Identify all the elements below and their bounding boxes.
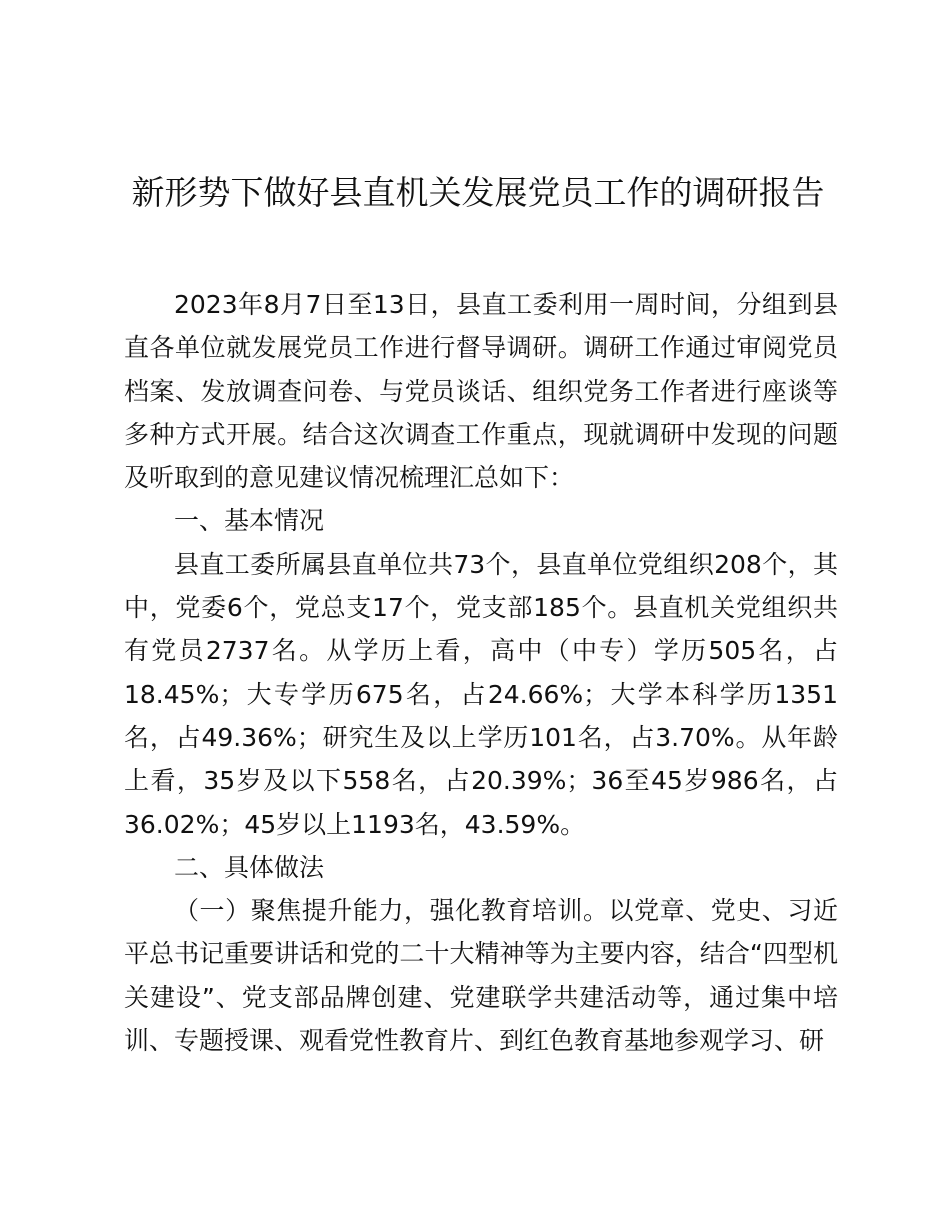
document-body [124, 283, 838, 1062]
basic-info-paragraph: 县直工委所属县直单位共73个，县直单位党组织208个，其中，党委6个，党总支17个，党支部185个。县直机关党组织共有党员2737名。从学历上看，高中（中专）学历505名，占18.45%；大专学历675名，占24.66%；大学本科学历1351名，占49.36%；研究生及以上学历101名，占3.70%。从年龄上看，35岁及以下558名，占20.39%；36至45岁986名，占36.02%；45岁以上1193名，43.59%。 [124, 549, 838, 839]
intro-paragraph: 2023年8月7日至13日，县直工委利用一周时间，分组到县直各单位就发展党员工作进行督导调研。调研工作通过审阅党员档案、发放调查问卷、与党员谈话、组织党务工作者进行座谈等多种方式开展。结合这次调查工作重点，现就调研中发现的问题及听取到的意见建议情况梳理汇总如下： [124, 290, 838, 493]
section-heading-basic: 一、基本情况 [174, 506, 325, 536]
document-title: 新形势下做好县直机关发展党员工作的调研报告 [131, 173, 825, 212]
section-heading-practices: 二、具体做法 [174, 852, 325, 882]
practice-paragraph: （一）聚焦提升能力，强化教育培训。以党章、党史、习近平总书记重要讲话和党的二十大精神等为主要内容，结合“四型机关建设”、党支部品牌创建、党建联学共建活动等，通过集中培训、专题授课、观看党性教育片、到红色教育基地参观学习、研 [124, 896, 838, 1056]
